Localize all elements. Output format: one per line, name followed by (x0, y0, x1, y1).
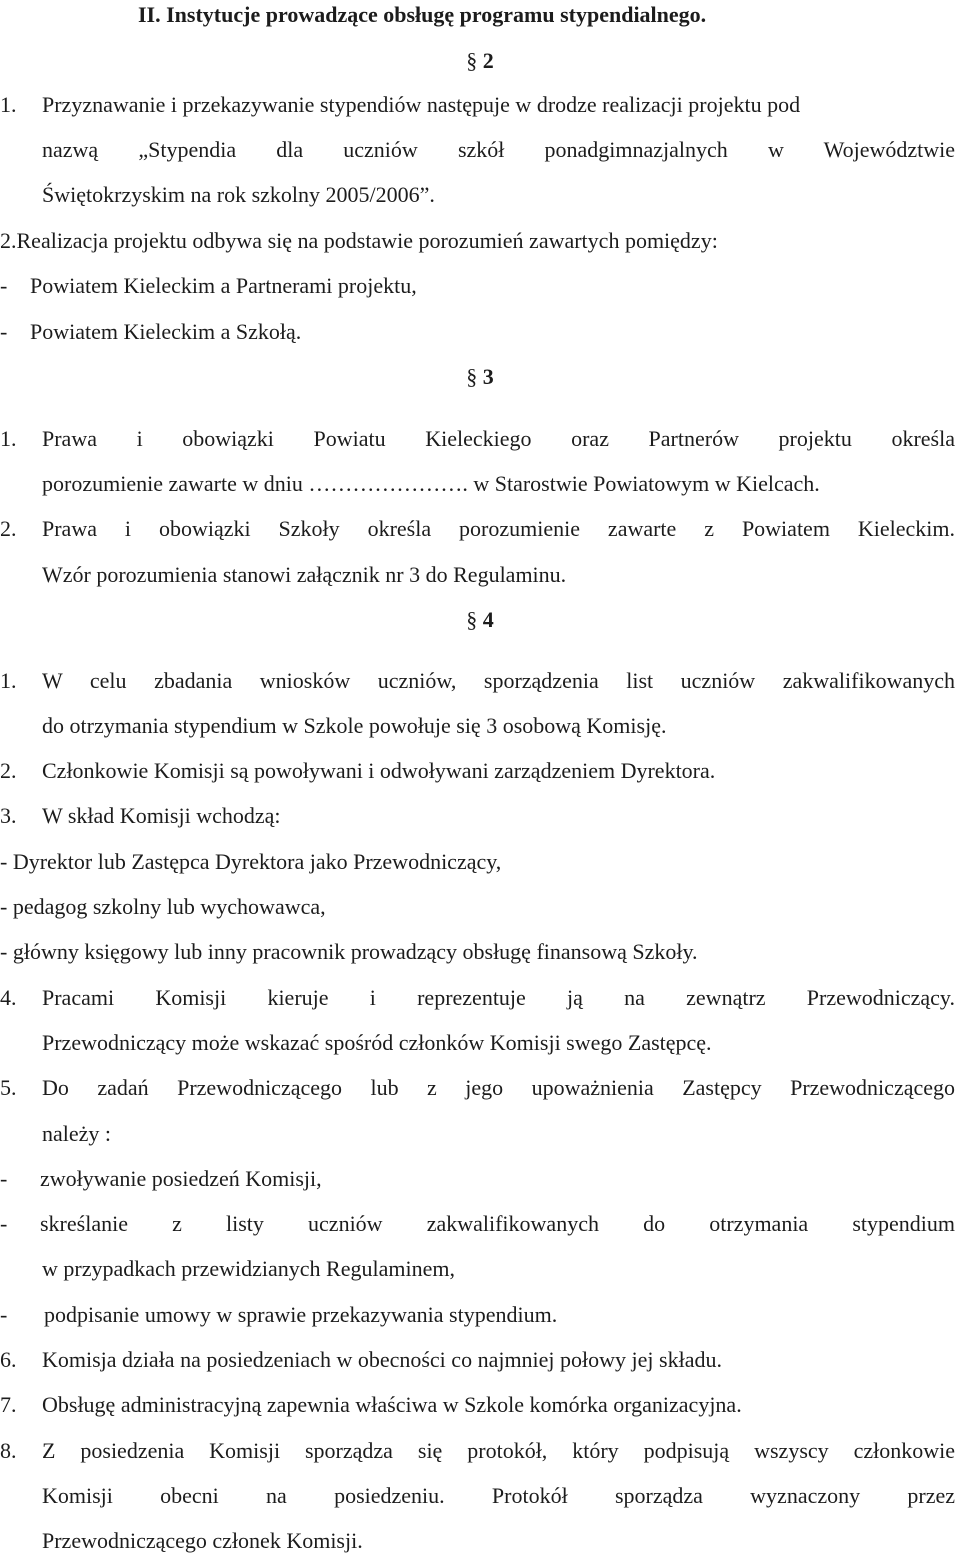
list-text: Komisja działa na posiedzeniach w obecności co najmniej połowy jej składu. (42, 1347, 722, 1372)
text-content: nazwą „Stypendia dla uczniów szkół ponadgimnazjalnych w Województwie (42, 137, 955, 162)
dash-text: Powiatem Kieleckim a Szkołą. (30, 319, 302, 344)
text-content: Komisji obecni na posiedzeniu. Protokół sporządza wyznaczony przez (42, 1483, 955, 1508)
section-heading (138, 0, 938, 30)
list-text: Przyznawanie i przekazywanie stypendiów następuje w drodze realizacji projektu pod (42, 92, 801, 117)
text-content: należy : (42, 1121, 112, 1146)
list-item (0, 666, 955, 696)
list-number: 6. (0, 1347, 17, 1372)
text-content: - Dyrektor lub Zastępca Dyrektora jako Przewodniczący, (0, 849, 502, 874)
text-content: w przypadkach przewidzianych Regulaminem, (42, 1256, 455, 1281)
list-number: 2. (0, 516, 17, 541)
list-text: Prawa i obowiązki Szkoły określa porozumienie zawarte z Powiatem Kieleckim. (42, 516, 955, 541)
text-line (42, 560, 955, 590)
text-line (42, 1481, 955, 1511)
dash-bullet: - (0, 1302, 8, 1327)
text-content: 2.Realizacja projektu odbywa się na podstawie porozumień zawartych pomiędzy: (0, 228, 718, 253)
list-item (0, 1436, 955, 1466)
text-content: Przewodniczącego członek Komisji. (42, 1528, 363, 1553)
text-line (0, 937, 960, 967)
section-number: 2 (482, 48, 494, 73)
dash-text: Powiatem Kieleckim a Partnerami projektu, (30, 273, 417, 298)
dash-bullet: - (0, 1211, 8, 1236)
section-sign: § (466, 48, 478, 73)
dash-item (0, 1300, 960, 1330)
text-content: porozumienie zawarte w dniu …………………. w Starostwie Powiatowym w Kielcach. (42, 471, 820, 496)
text-line (0, 847, 960, 877)
text-line (42, 1254, 955, 1284)
dash-text: skreślanie z listy uczniów zakwalifikowanych do otrzymania stypendium (40, 1211, 955, 1236)
list-text: Z posiedzenia Komisji sporządza się protokół, który podpisują wszyscy członkowie (42, 1438, 955, 1463)
text-content: - główny księgowy lub inny pracownik prowadzący obsługę finansową Szkoły. (0, 939, 698, 964)
list-item (0, 1345, 955, 1375)
list-text: W skład Komisji wchodzą: (42, 803, 281, 828)
list-number: 5. (0, 1075, 17, 1100)
list-item (0, 90, 955, 120)
text-line (42, 1526, 955, 1556)
dash-bullet: - (0, 1166, 8, 1191)
paragraph-sign-4 (0, 605, 960, 635)
list-number: 8. (0, 1438, 17, 1463)
dash-item (0, 1209, 955, 1239)
list-number: 1. (0, 668, 17, 693)
text-line (42, 1119, 955, 1149)
list-text: Pracami Komisji kieruje i reprezentuje ją na zewnątrz Przewodniczący. (42, 985, 955, 1010)
list-number: 3. (0, 803, 17, 828)
text-content: Świętokrzyskim na rok szkolny 2005/2006”. (42, 182, 435, 207)
text-line (0, 892, 960, 922)
dash-item (0, 1164, 960, 1194)
list-item (0, 983, 955, 1013)
dash-item (0, 317, 960, 347)
list-number: 2. (0, 758, 17, 783)
list-item (0, 424, 955, 454)
section-sign: § (466, 607, 478, 632)
list-item (0, 801, 955, 831)
paragraph-sign-2 (0, 46, 960, 76)
text-line (0, 226, 955, 256)
section-number: 3 (482, 364, 494, 389)
list-text: Do zadań Przewodniczącego lub z jego upoważnienia Zastępcy Przewodniczącego (42, 1075, 955, 1100)
text-line (42, 711, 955, 741)
text-line (42, 135, 955, 165)
text-content: Wzór porozumienia stanowi załącznik nr 3 do Regulaminu. (42, 562, 567, 587)
dash-text: podpisanie umowy w sprawie przekazywania stypendium. (44, 1302, 558, 1327)
list-text: Członkowie Komisji są powoływani i odwoływani zarządzeniem Dyrektora. (42, 758, 716, 783)
list-number: 7. (0, 1392, 17, 1417)
section-number: 4 (482, 607, 494, 632)
text-content: - pedagog szkolny lub wychowawca, (0, 894, 326, 919)
list-item (0, 756, 955, 786)
section-sign: § (466, 364, 478, 389)
dash-text: zwoływanie posiedzeń Komisji, (40, 1166, 322, 1191)
list-text: W celu zbadania wniosków uczniów, sporządzenia list uczniów zakwalifikowanych (42, 668, 955, 693)
list-number: 4. (0, 985, 17, 1010)
list-text: Prawa i obowiązki Powiatu Kieleckiego oraz Partnerów projektu określa (42, 426, 955, 451)
dash-item (0, 271, 960, 301)
paragraph-sign-3 (0, 362, 960, 392)
list-item (0, 1390, 955, 1420)
text-line (42, 1028, 955, 1058)
text-content: Przewodniczący może wskazać spośród członków Komisji swego Zastępcę. (42, 1030, 712, 1055)
list-item (0, 514, 955, 544)
text-line (42, 469, 955, 499)
text-line (42, 180, 955, 210)
dash-bullet: - (0, 273, 8, 298)
list-text: Obsługę administracyjną zapewnia właściwa w Szkole komórka organizacyjna. (42, 1392, 742, 1417)
list-number: 1. (0, 426, 17, 451)
section-heading-text: II. Instytucje prowadzące obsługę programu stypendialnego. (138, 2, 707, 27)
dash-bullet: - (0, 319, 8, 344)
list-item (0, 1073, 955, 1103)
list-number: 1. (0, 92, 17, 117)
text-content: do otrzymania stypendium w Szkole powołuje się 3 osobową Komisję. (42, 713, 667, 738)
